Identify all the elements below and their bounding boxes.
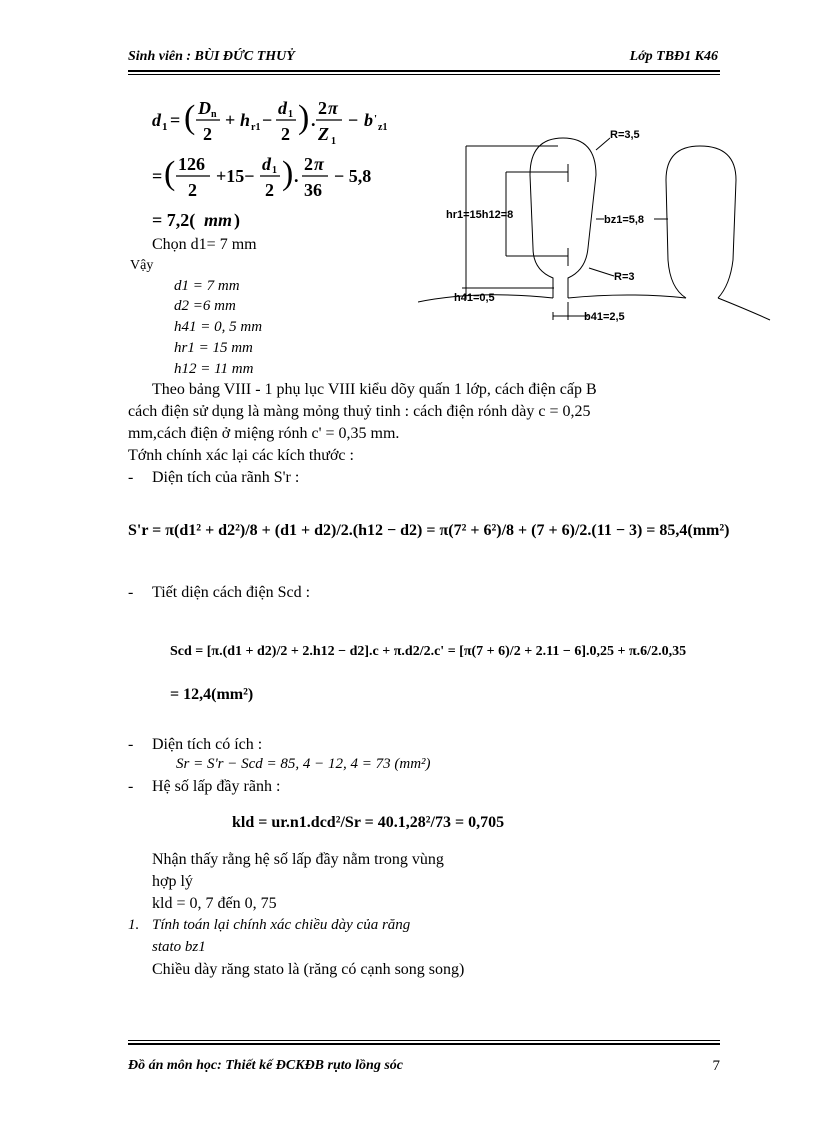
para1-line1: Theo bảng VIII - 1 phụ lục VIII kiểu dõy quấn 1 lớp, cách điện cấp B	[152, 381, 597, 398]
result-hr1: hr1 = 15 mm	[174, 340, 253, 356]
footer-rule-thin	[128, 1040, 720, 1041]
label-b41: b41=2,5	[584, 311, 625, 323]
footer-title: Đồ án môn học: Thiết kế ĐCKĐB rụto lồng sóc	[128, 1058, 403, 1073]
bullet-dash-3: -	[128, 736, 134, 753]
svg-text:): )	[282, 155, 294, 192]
k-ld-equation: kld = ur.n1.dcd²/Sr = 40.1,28²/73 = 0,705	[232, 814, 505, 831]
svg-text:2: 2	[188, 180, 197, 200]
svg-text:): )	[298, 99, 310, 136]
svg-text:2: 2	[265, 180, 274, 200]
result-h41: h41 = 0, 5 mm	[174, 319, 263, 335]
svg-text:': '	[374, 113, 378, 125]
svg-text:= 7,2(: = 7,2(	[152, 210, 196, 230]
d1-equation-block	[148, 96, 428, 236]
svg-text:.: .	[311, 110, 316, 130]
slot-figure	[418, 120, 778, 330]
sr-line: Sr = S'r − Scd = 85, 4 − 12, 4 = 73 (mm²)	[176, 756, 431, 772]
label-R2: R=3	[614, 271, 635, 283]
header-class: Lớp TBĐ1 K46	[629, 49, 718, 64]
svg-text:h: h	[240, 110, 251, 130]
obs-line1: Nhận thấy rằng hệ số lấp đầy nằm trong vùng	[152, 851, 444, 868]
vay-label: Vậy	[130, 258, 154, 273]
svg-text:+15−: +15−	[216, 166, 255, 186]
header-rule-thin	[128, 74, 720, 75]
label-bz1: bz1=5,8	[604, 214, 645, 226]
svg-text:r1: r1	[251, 122, 261, 133]
svg-text:126: 126	[178, 154, 205, 174]
svg-text:2: 2	[304, 154, 313, 174]
s-cd-equation: Scd = [π.(d1 + d2)/2 + 2.h12 − d2].c + π.d2/2.c' = [π(7 + 6)/2 + 2.11 − 6].0,25 + π.6/2.0,35	[170, 644, 687, 659]
svg-text:−: −	[262, 110, 273, 130]
page-number: 7	[712, 1058, 720, 1074]
header-student: Sinh viên : BÙI ĐỨC THUỶ	[128, 49, 295, 64]
result-d1: d1 = 7 mm	[174, 278, 240, 294]
svg-text:b: b	[364, 110, 373, 130]
bullet4: Hệ số lấp đầy rãnh :	[152, 778, 281, 795]
svg-text:=: =	[170, 110, 181, 130]
svg-text:36: 36	[304, 180, 322, 200]
bullet-dash-2: -	[128, 584, 134, 601]
para1-line2: cách điện sử dụng là màng mỏng thuỷ tinh : cách điện rónh dày c = 0,25	[128, 403, 591, 420]
svg-text:z1: z1	[378, 122, 388, 133]
svg-text:Z: Z	[318, 124, 329, 144]
bullet3: Diện tích có ích :	[152, 736, 263, 753]
section-title-line1: Tính toán lại chính xác chiều dày của răng	[152, 917, 411, 933]
svg-text:− 5,8: − 5,8	[334, 166, 372, 186]
section-title-line2: stato bz1	[152, 939, 206, 955]
svg-text:1: 1	[331, 136, 336, 147]
bullet1: Diện tích của rãnh S'r :	[152, 469, 300, 486]
obs-line2: hợp lý	[152, 873, 193, 890]
para2: Tớnh chính xác lại các kích thước :	[128, 447, 354, 464]
svg-text:.: .	[294, 166, 299, 186]
svg-text:D: D	[198, 98, 211, 118]
footer-rule-thick	[128, 1043, 720, 1045]
svg-text:2: 2	[318, 98, 327, 118]
label-h41: h41=0,5	[454, 292, 495, 304]
label-hr1-h12: hr1=15h12=8	[446, 209, 514, 221]
s-r-equation: S'r = π(d1² + d2²)/8 + (d1 + d2)/2.(h12 − d2) = π(7² + 6²)/8 + (7 + 6)/2.(11 − 3) = 85,4(mm²)	[128, 522, 730, 539]
chon-d1: Chọn d1= 7 mm	[152, 236, 257, 253]
svg-text:(: (	[184, 99, 196, 136]
label-R1: R=3,5	[610, 129, 640, 141]
final-line: Chiều dày răng stato là (răng có cạnh song song)	[152, 961, 465, 978]
kld-range: kld = 0, 7 đến 0, 75	[152, 895, 277, 912]
result-d2: d2 =6 mm	[174, 298, 236, 314]
svg-text:d: d	[152, 110, 161, 130]
svg-text:d: d	[262, 154, 271, 174]
svg-text:d: d	[278, 98, 287, 118]
svg-text:π: π	[328, 98, 338, 118]
s-cd-result: = 12,4(mm²)	[170, 686, 254, 703]
header-rule-thick	[128, 70, 720, 72]
svg-text:2: 2	[203, 124, 212, 144]
bullet2: Tiết diện cách điện Scd :	[152, 584, 311, 601]
svg-text:+: +	[225, 110, 236, 130]
svg-text:): )	[234, 210, 240, 230]
bullet-dash-4: -	[128, 778, 134, 795]
svg-text:1: 1	[272, 165, 277, 176]
svg-text:π: π	[314, 154, 324, 174]
svg-text:=: =	[152, 166, 163, 186]
bullet-dash-1: -	[128, 469, 134, 486]
result-h12: h12 = 11 mm	[174, 361, 254, 377]
svg-text:1: 1	[162, 121, 168, 133]
svg-text:(: (	[164, 155, 176, 192]
svg-text:n: n	[211, 109, 217, 120]
svg-text:−: −	[348, 110, 359, 130]
svg-text:2: 2	[281, 124, 290, 144]
section-number: 1.	[128, 917, 140, 933]
svg-text:1: 1	[288, 109, 293, 120]
para1-line3: mm,cách điện ở miệng rónh c' = 0,35 mm.	[128, 425, 400, 442]
svg-text:mm: mm	[204, 210, 233, 230]
